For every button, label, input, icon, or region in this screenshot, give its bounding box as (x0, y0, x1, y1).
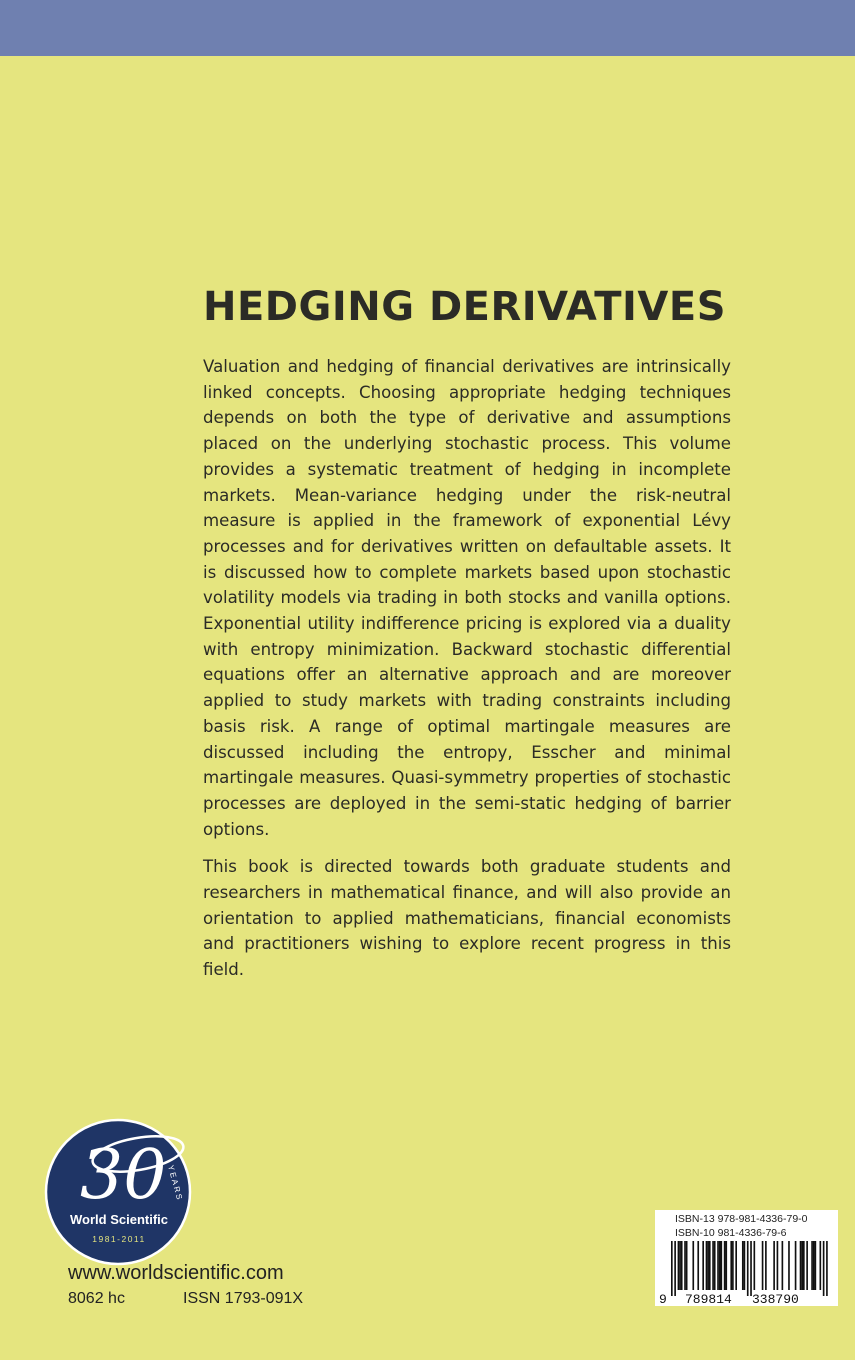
barcode-bar (681, 1241, 683, 1290)
world-scientific-30-years-logo (40, 1110, 200, 1270)
barcode-bar (684, 1241, 686, 1290)
barcode-bar (686, 1241, 688, 1290)
back-cover-blurb (203, 354, 731, 983)
barcode-right-digits: 338790 (752, 1292, 799, 1306)
publisher-website: www.worldscientific.com (68, 1262, 284, 1284)
barcode-graphic (655, 1210, 838, 1306)
barcode-bar (692, 1241, 694, 1290)
barcode-bar (674, 1241, 676, 1296)
barcode-panel (655, 1210, 838, 1306)
barcode-bar (744, 1241, 746, 1290)
barcode-bar (678, 1241, 680, 1290)
barcode-bar (788, 1241, 790, 1290)
barcode-first-digit: 9 (659, 1292, 667, 1306)
barcode-bar (702, 1241, 704, 1290)
barcode-bar (800, 1241, 802, 1290)
logo-years: YEARS (166, 1164, 185, 1203)
barcode-bar (712, 1241, 714, 1290)
barcode-bar (803, 1241, 805, 1290)
barcode-bar (801, 1241, 803, 1290)
barcode-bar (823, 1241, 825, 1296)
barcode-bar (697, 1241, 699, 1290)
blurb-paragraph-2: This book is directed towards both graduate students and researchers in mathematical finance, and will also provide an orientation to applied mathematicians, financial economists and practitioners wishing to explore recent progress in this field. (203, 857, 731, 980)
catalog-code: 8062 hc (68, 1290, 125, 1307)
isbn-10-label: ISBN-10 981-4336-79-6 (675, 1227, 787, 1239)
barcode-bar (777, 1241, 779, 1290)
barcode-bar (721, 1241, 723, 1290)
book-title: HEDGING DERIVATIVES (203, 284, 727, 330)
barcode-bar (707, 1241, 709, 1290)
barcode-bar (717, 1241, 719, 1290)
barcode-bar (795, 1241, 797, 1290)
barcode-bar (732, 1241, 734, 1290)
barcode-bar (709, 1241, 711, 1290)
barcode-bar (813, 1241, 815, 1290)
isbn-13-label: ISBN-13 978-981-4336-79-0 (675, 1213, 808, 1225)
barcode-bar (782, 1241, 784, 1290)
barcode-bar (742, 1241, 744, 1290)
barcode-bar (747, 1241, 749, 1296)
barcode-bar (730, 1241, 732, 1290)
barcode-bar (826, 1241, 828, 1296)
barcode-bar (820, 1241, 822, 1290)
issn-number: ISSN 1793-091X (183, 1290, 304, 1307)
barcode-bar (679, 1241, 681, 1290)
barcode-bar (735, 1241, 737, 1290)
barcode-bar (754, 1241, 756, 1290)
barcode-bar (815, 1241, 817, 1290)
logo-years-span: 1981-2011 (92, 1234, 146, 1244)
barcode-bar (762, 1241, 764, 1290)
barcode-bar (773, 1241, 775, 1290)
barcode-bar (750, 1241, 752, 1296)
barcode-bar (725, 1241, 727, 1290)
logo-emblem (40, 1110, 200, 1270)
barcode-bar (811, 1241, 813, 1290)
barcode-bar (765, 1241, 767, 1290)
barcode-bars (671, 1241, 828, 1296)
logo-number: 30 (80, 1136, 167, 1215)
barcode-bar (724, 1241, 726, 1290)
barcode-bar (671, 1241, 673, 1296)
barcode-bar (719, 1241, 721, 1290)
barcode-bar (806, 1241, 808, 1290)
barcode-bar (714, 1241, 716, 1290)
logo-publisher: World Scientific (70, 1212, 168, 1227)
top-color-band (0, 0, 855, 56)
blurb-paragraph-1: Valuation and hedging of financial derivatives are intrinsically linked concepts. Choosing appropriate hedging techniques depends on both the type of derivative and assumptions placed on the underlying stochastic process. This volume provides a systematic treatment of hedging in incomplete markets. Mean-variance hedging under the risk-neutral measure is applied in the framework of exponential Lévy processes and for derivatives written on defaultable assets. It is discussed how to complete markets based upon stochastic volatility models via trading in both stocks and vanilla options. Exponential utility indifference pricing is explored via a duality with entropy minimization. Backward stochastic differential equations offer an alternative approach and are moreover applied to study markets with trading constraints including basis risk. A range of optimal martingale measures are discussed including the entropy, Esscher and minimal martingale measures. Quasi-symmetry properties of stochastic processes are deployed in the semi-static hedging of barrier options. (203, 357, 731, 839)
barcode-left-digits: 789814 (685, 1292, 732, 1306)
barcode-bar (706, 1241, 708, 1290)
